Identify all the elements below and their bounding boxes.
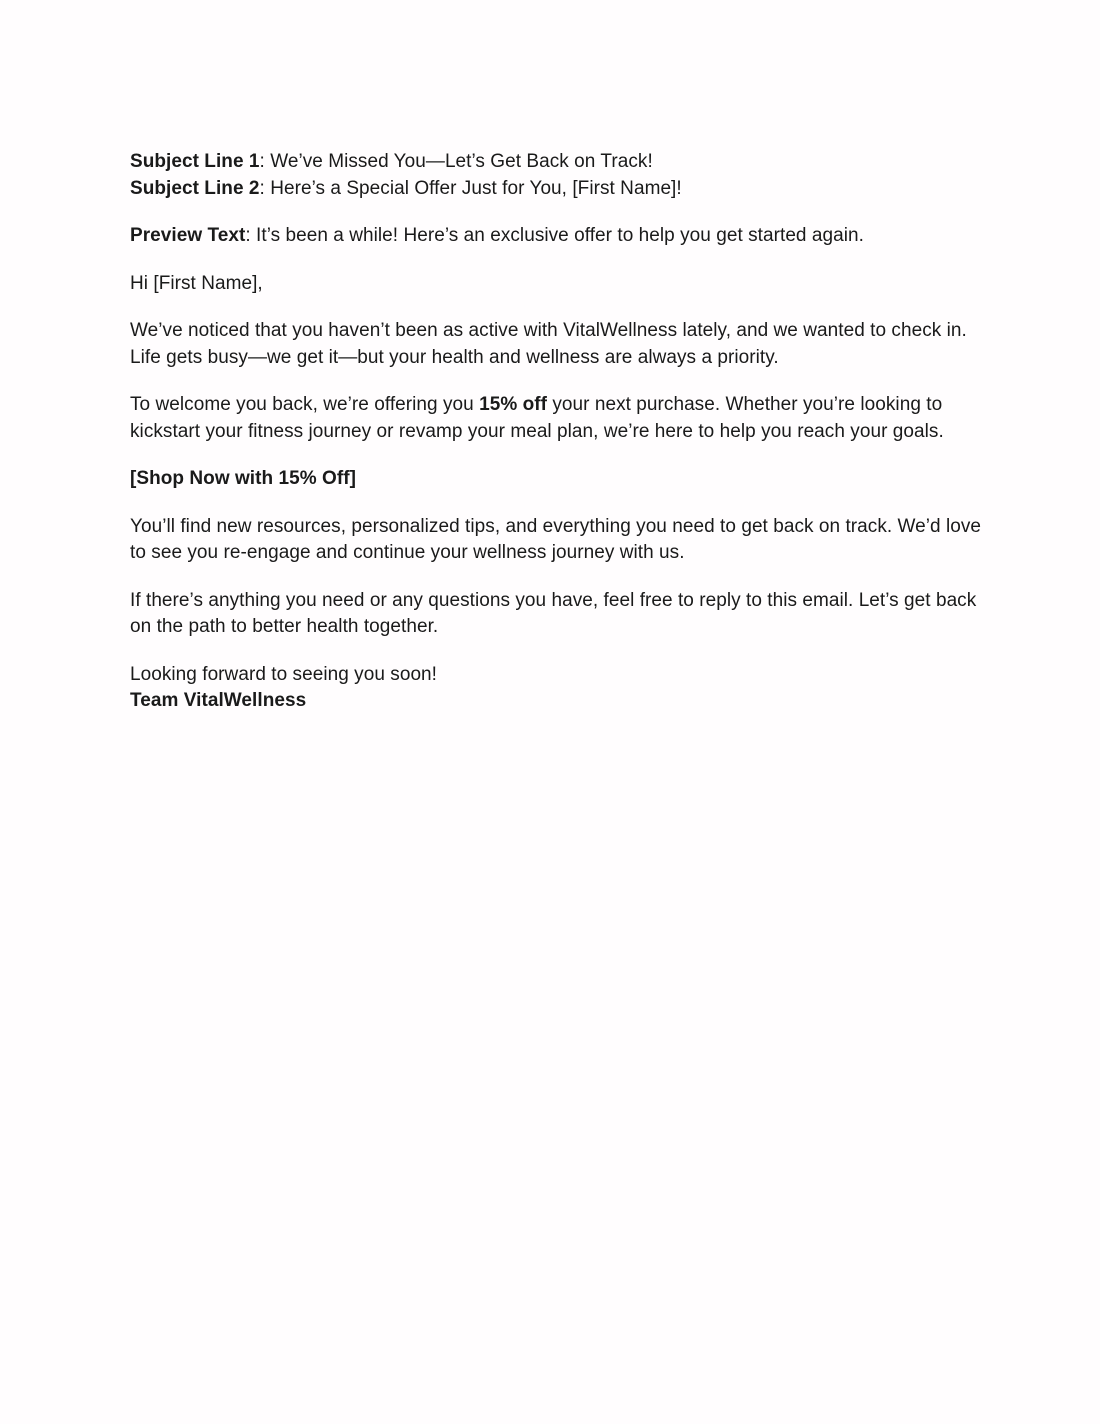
subject-line-1-separator: : (259, 151, 271, 172)
signature-text: Team VitalWellness (130, 690, 307, 711)
shop-now-cta[interactable] (130, 466, 990, 493)
email-body (130, 149, 990, 715)
preview-text-label: Preview Text (130, 225, 246, 246)
subject-line-2-text: Here’s a Special Offer Just for You, [First Name]! (270, 177, 682, 199)
subject-line-2 (130, 176, 990, 203)
offer-highlight: 15% off (479, 394, 548, 415)
preview-text-separator: : (245, 225, 257, 246)
subject-line-1-label: Subject Line 1 (130, 151, 260, 172)
offer-text-before: To welcome you back, we’re offering you (130, 394, 480, 415)
preview-text (130, 223, 990, 250)
signature (130, 688, 990, 715)
subject-line-1-text: We’ve Missed You—Let’s Get Back on Track! (270, 151, 653, 172)
subject-line-2-label: Subject Line 2 (130, 177, 260, 199)
paragraph-reply: If there’s anything you need or any questions you have, feel free to reply to this email. Let’s get back on the path to better health together. (130, 589, 977, 637)
subject-line-2-separator: : (259, 177, 271, 199)
preview-text-value: It’s been a while! Here’s an exclusive offer to help you get started again. (256, 225, 864, 246)
closing-line: Looking forward to seeing you soon! (130, 663, 438, 685)
shop-now-cta-label: [Shop Now with 15% Off] (130, 468, 356, 489)
paragraph-offer (130, 392, 990, 445)
greeting: Hi [First Name], (130, 272, 263, 294)
offer-text-after: your next purchase. Whether you’re looking to kickstart your fitness journey or revamp your meal plan, we’re here to help you reach your goals. (130, 394, 944, 442)
subject-line-1 (130, 149, 990, 176)
paragraph-resources: You’ll find new resources, personalized tips, and everything you need to get back on track. We’d love to see you re-engage and continue your wellness journey with us. (130, 515, 982, 563)
paragraph-check-in: We’ve noticed that you haven’t been as active with VitalWellness lately, and we wanted to check in. Life gets busy—we get it—but your health and wellness are always a priority. (130, 320, 967, 368)
